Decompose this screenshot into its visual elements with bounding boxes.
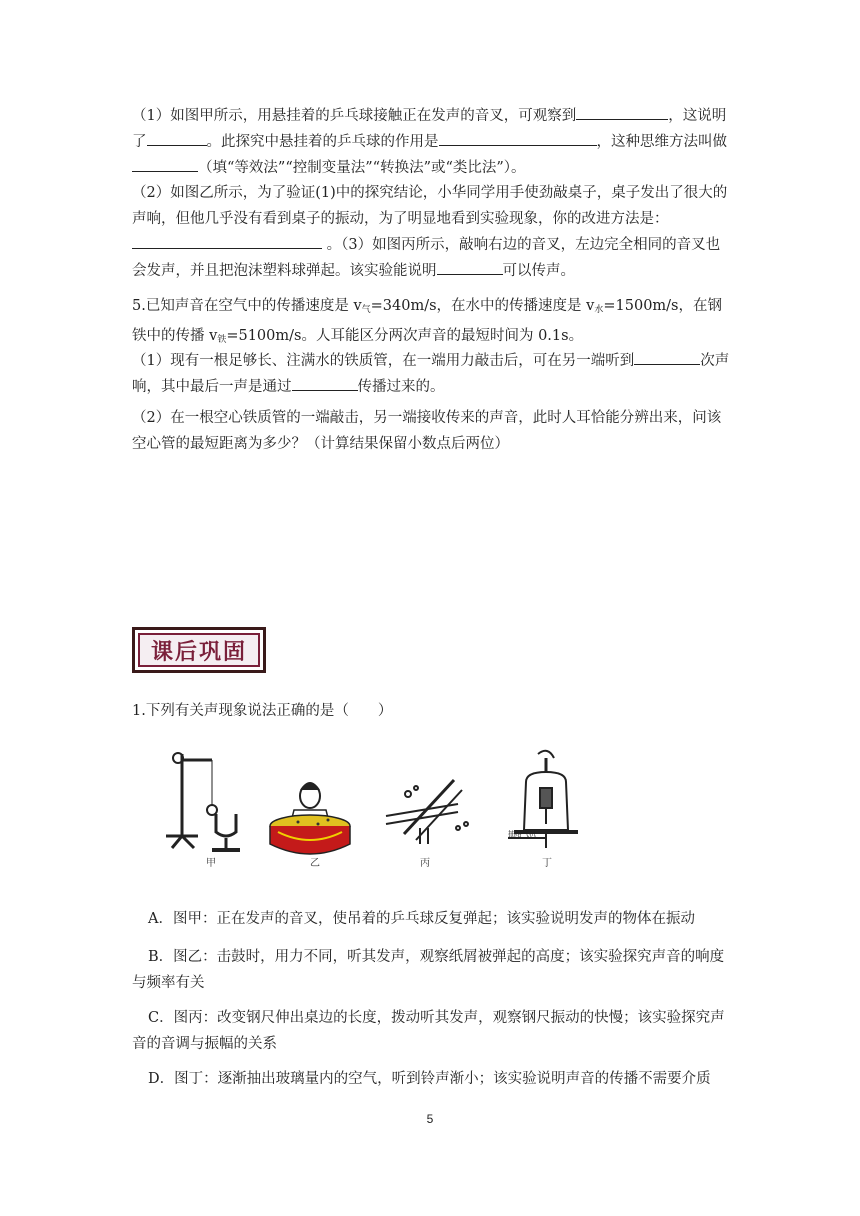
q5-intro: 5.已知声音在空气中的传播速度是 $v_气=340m/s$，在水中的传播速度是 $v_水=1500m/s$，在钢铁中的传播 $v_铁=5100m/s$。人耳能区分两次声音的最短时间为 0.1s。	[132, 298, 723, 345]
option-b: B．图乙：击鼓时，用力不同，听其发声，观察纸屑被弹起的高度；该实验探究声音的响度与频率有关	[132, 949, 725, 991]
figure-label-yi: 乙	[310, 858, 320, 869]
figure-label-ding: 丁	[542, 858, 552, 869]
section-banner-title: 课后巩固	[138, 633, 260, 667]
answer-blank	[292, 374, 358, 391]
experiment-figures	[158, 744, 603, 872]
figure-jia	[166, 753, 240, 850]
figure-ding-caption: 抽给气机	[508, 830, 536, 838]
page-number: 5	[426, 1112, 434, 1126]
answer-blank	[437, 258, 503, 275]
figure-yi	[270, 782, 350, 854]
q4-part1: （1）如图甲所示，用悬挂着的乒乓球接触正在发声的音叉，可观察到 ，这说明了 。此探究中悬挂着的乒乓球的作用是 ，这种思维方法叫做（填“等效法”“控制变量法”“转换法”或“类比法”）。	[132, 103, 730, 181]
answer-blank	[132, 232, 322, 249]
answer-blank	[439, 129, 597, 146]
answer-blank	[634, 348, 700, 365]
figure-label-jia: 甲	[206, 858, 216, 869]
figure-label-bing: 丙	[420, 858, 430, 869]
answer-blank	[132, 155, 198, 172]
q4-part2: （2）如图乙所示，为了验证(1)中的探究结论，小华同学用手使劲敲桌子，桌子发出了很大的声响，但他几乎没有看到桌子的振动，为了明显地看到实验现象，你的改进方法是： 。（3）如图丙所示，敲响右边的音叉，左边完全相同的音叉也会发声，并且把泡沫塑料球弹起。该实验能说明 可以传声。	[132, 185, 728, 279]
answer-blank	[576, 103, 668, 120]
experiment-figures-svg	[158, 744, 603, 872]
answer-blank	[147, 129, 207, 146]
option-a: A．图甲：正在发声的音叉，使吊着的乒乓球反复弹起；该实验说明发声的物体在振动	[148, 911, 695, 927]
q5-part1: （1）现有一根足够长、注满水的铁质管，在一端用力敲击后，可在另一端听到 次声响，其中最后一声是通过 传播过来的。	[132, 348, 730, 400]
option-d: D．图丁：逐渐抽出玻璃量内的空气，听到铃声渐小；该实验说明声音的传播不需要介质	[148, 1071, 711, 1087]
figure-bing	[386, 780, 468, 844]
section-banner	[132, 627, 266, 673]
question-stem: 1.下列有关声现象说法正确的是（ ）	[132, 703, 393, 719]
q5-part2: （2）在一根空心铁质管的一端敲击，另一端接收传来的声音，此时人耳恰能分辨出来，问该空心管的最短距离为多少？（计算结果保留小数点后两位）	[132, 410, 722, 452]
option-c: C．图丙：改变钢尺伸出桌边的长度，拨动听其发声，观察钢尺振动的快慢；该实验探究声音的音调与振幅的关系	[132, 1010, 725, 1052]
